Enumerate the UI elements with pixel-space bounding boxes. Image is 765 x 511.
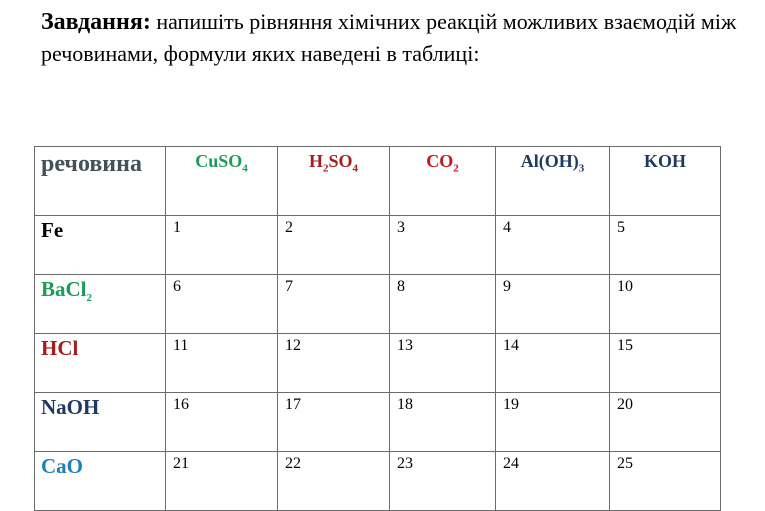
cell-number: 14 bbox=[496, 334, 610, 393]
formula-part: SO bbox=[328, 151, 353, 171]
row-header bbox=[35, 393, 166, 452]
row-header bbox=[35, 216, 166, 275]
cell-number: 1 bbox=[166, 216, 278, 275]
cell-number: 13 bbox=[390, 334, 496, 393]
formula-subscript: 3 bbox=[578, 162, 585, 175]
row-header bbox=[35, 275, 166, 334]
table-row bbox=[35, 216, 721, 275]
formula-part: BaCl bbox=[41, 277, 87, 301]
formula-part: CaO bbox=[41, 454, 83, 478]
formula-part: KOH bbox=[643, 151, 686, 171]
cell-number: 15 bbox=[610, 334, 721, 393]
column-header bbox=[610, 147, 721, 216]
cell-number: 3 bbox=[390, 216, 496, 275]
cell-number: 12 bbox=[278, 334, 390, 393]
task-text: напишіть рівняння хімічних реакцій можливих взаємодій між речовинами, формули яких наведені в таблиці: bbox=[41, 9, 737, 66]
cell-number: 6 bbox=[166, 275, 278, 334]
formula-part: NaOH bbox=[41, 395, 100, 419]
cell-number: 20 bbox=[610, 393, 721, 452]
cell-number: 7 bbox=[278, 275, 390, 334]
task-statement bbox=[41, 6, 741, 69]
column-header bbox=[166, 147, 278, 216]
formula-part: HCl bbox=[41, 336, 79, 360]
formula-part: Al(OH) bbox=[520, 151, 579, 171]
cell-number: 2 bbox=[278, 216, 390, 275]
reactions-table bbox=[34, 146, 721, 511]
cell-number: 5 bbox=[610, 216, 721, 275]
column-header bbox=[390, 147, 496, 216]
cell-number: 22 bbox=[278, 452, 390, 511]
formula-part: CuSO bbox=[195, 151, 243, 171]
cell-number: 9 bbox=[496, 275, 610, 334]
column-header bbox=[278, 147, 390, 216]
cell-number: 19 bbox=[496, 393, 610, 452]
cell-number: 11 bbox=[166, 334, 278, 393]
formula-subscript: 4 bbox=[352, 162, 359, 175]
corner-header: речовина bbox=[35, 147, 166, 216]
row-header bbox=[35, 334, 166, 393]
task-label: Завдання: bbox=[41, 9, 151, 35]
formula-subscript: 4 bbox=[242, 162, 248, 175]
cell-number: 8 bbox=[390, 275, 496, 334]
table-body bbox=[35, 147, 721, 511]
table-row bbox=[35, 452, 721, 511]
formula-subscript: 2 bbox=[86, 292, 93, 305]
formula-part: CO bbox=[426, 151, 454, 171]
table-row bbox=[35, 275, 721, 334]
cell-number: 18 bbox=[390, 393, 496, 452]
formula-part: Fe bbox=[41, 218, 64, 242]
formula-part: H bbox=[308, 151, 323, 171]
row-header bbox=[35, 452, 166, 511]
cell-number: 23 bbox=[390, 452, 496, 511]
cell-number: 10 bbox=[610, 275, 721, 334]
formula-subscript: 2 bbox=[323, 162, 329, 175]
table-row bbox=[35, 334, 721, 393]
header-row bbox=[35, 147, 721, 216]
cell-number: 25 bbox=[610, 452, 721, 511]
cell-number: 24 bbox=[496, 452, 610, 511]
cell-number: 16 bbox=[166, 393, 278, 452]
cell-number: 4 bbox=[496, 216, 610, 275]
cell-number: 21 bbox=[166, 452, 278, 511]
formula-subscript: 2 bbox=[453, 162, 459, 175]
column-header bbox=[496, 147, 610, 216]
table-row bbox=[35, 393, 721, 452]
cell-number: 17 bbox=[278, 393, 390, 452]
